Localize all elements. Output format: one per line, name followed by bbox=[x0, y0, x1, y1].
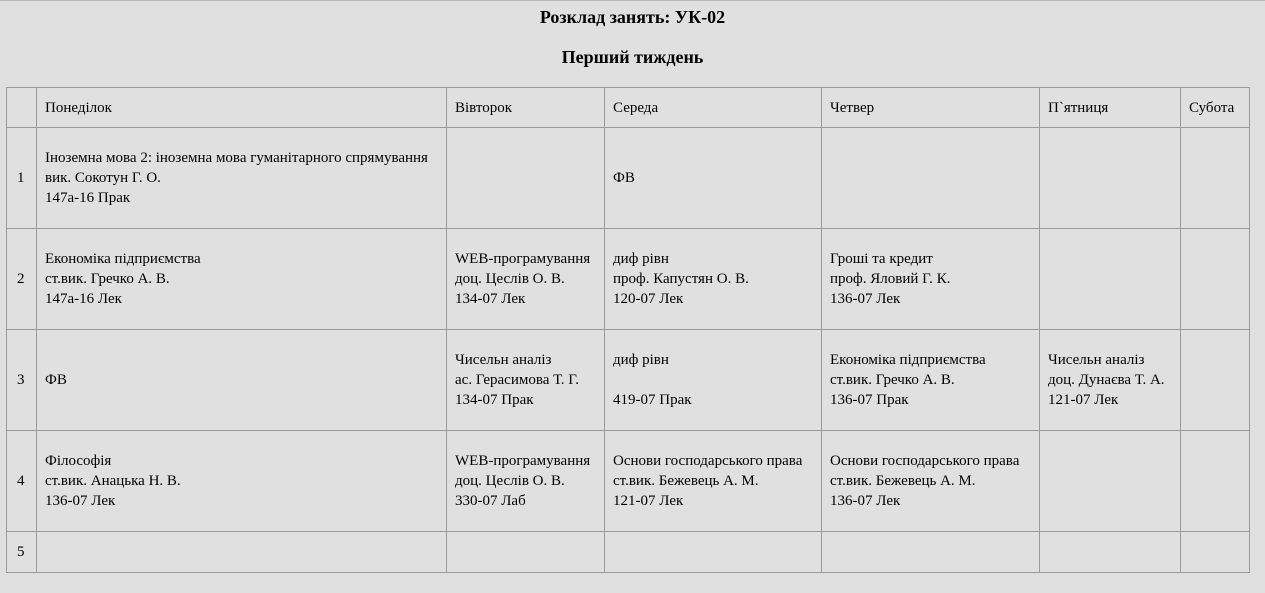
subject-name: Основи господарського права bbox=[830, 453, 1020, 469]
week-heading: Перший тиждень bbox=[561, 47, 704, 67]
subject-name: Економіка підприємства bbox=[830, 352, 986, 368]
subject-name: Чисельн аналіз bbox=[455, 352, 552, 368]
subject-name: Економіка підприємства bbox=[45, 251, 201, 267]
lesson-cell-tuesday bbox=[447, 128, 605, 229]
lesson-cell-friday bbox=[1040, 229, 1181, 330]
day-header-thursday: Четвер bbox=[822, 88, 1040, 128]
room-info: 136-07 Лек bbox=[45, 493, 116, 509]
room-info: 147а-16 Лек bbox=[45, 291, 122, 307]
day-header-wednesday: Середа bbox=[605, 88, 822, 128]
lesson-cell-monday bbox=[37, 330, 447, 431]
lesson-cell-saturday bbox=[1181, 229, 1250, 330]
subject-name: диф рівн bbox=[613, 352, 669, 368]
teacher-name: проф. Яловий Г. К. bbox=[830, 271, 951, 287]
teacher-name: доц. Цеслів О. В. bbox=[455, 271, 565, 287]
lesson-cell-thursday bbox=[822, 229, 1040, 330]
lesson-cell-tuesday bbox=[447, 431, 605, 532]
teacher-name: доц. Цеслів О. В. bbox=[455, 473, 565, 489]
lesson-cell-monday bbox=[37, 431, 447, 532]
day-header-friday: П`ятниця bbox=[1040, 88, 1181, 128]
lesson-cell-thursday bbox=[822, 532, 1040, 573]
lesson-cell-monday bbox=[37, 128, 447, 229]
lesson-number: 3 bbox=[7, 330, 37, 431]
lesson-cell-wednesday bbox=[605, 330, 822, 431]
lesson-row bbox=[7, 229, 1250, 330]
room-info: 134-07 Прак bbox=[455, 392, 534, 408]
day-header-tuesday: Вівторок bbox=[447, 88, 605, 128]
lesson-cell-monday bbox=[37, 229, 447, 330]
days-header-row bbox=[7, 88, 1250, 128]
teacher-name bbox=[613, 370, 813, 390]
lesson-cell-wednesday bbox=[605, 229, 822, 330]
lesson-number: 2 bbox=[7, 229, 37, 330]
subject-name: Чисельн аналіз bbox=[1048, 352, 1145, 368]
lesson-cell-thursday bbox=[822, 128, 1040, 229]
room-info: 134-07 Лек bbox=[455, 291, 526, 307]
lesson-cell-saturday bbox=[1181, 532, 1250, 573]
room-info: 330-07 Лаб bbox=[455, 493, 526, 509]
day-header-monday: Понеділок bbox=[37, 88, 447, 128]
room-info: 136-07 Лек bbox=[830, 493, 901, 509]
lesson-cell-friday bbox=[1040, 532, 1181, 573]
lesson-cell-friday bbox=[1040, 330, 1181, 431]
lesson-cell-wednesday bbox=[605, 431, 822, 532]
lesson-cell-wednesday bbox=[605, 128, 822, 229]
teacher-name: ст.вик. Бежевець А. М. bbox=[830, 473, 976, 489]
subject-name: диф рівн bbox=[613, 251, 669, 267]
lesson-cell-tuesday bbox=[447, 330, 605, 431]
lesson-row bbox=[7, 330, 1250, 431]
lesson-number: 4 bbox=[7, 431, 37, 532]
teacher-name: ст.вик. Гречко А. В. bbox=[45, 271, 170, 287]
lesson-cell-friday bbox=[1040, 128, 1181, 229]
teacher-name: ст.вик. Анацька Н. В. bbox=[45, 473, 181, 489]
subject-name: Основи господарського права bbox=[613, 453, 803, 469]
room-info: 121-07 Лек bbox=[1048, 392, 1119, 408]
room-info: 136-07 Лек bbox=[830, 291, 901, 307]
room-info: 136-07 Прак bbox=[830, 392, 909, 408]
subject-name: WEB-програмування bbox=[455, 453, 591, 469]
subject-name: Філософія bbox=[45, 453, 112, 469]
subject-name: ФВ bbox=[613, 170, 635, 186]
teacher-name: доц. Дунаєва Т. А. bbox=[1048, 372, 1165, 388]
teacher-name: ст.вик. Гречко А. В. bbox=[830, 372, 955, 388]
lesson-cell-thursday bbox=[822, 330, 1040, 431]
room-info: 147а-16 Прак bbox=[45, 190, 131, 206]
teacher-name: проф. Капустян О. В. bbox=[613, 271, 749, 287]
lesson-cell-saturday bbox=[1181, 128, 1250, 229]
lesson-row bbox=[7, 128, 1250, 229]
room-info: 120-07 Лек bbox=[613, 291, 684, 307]
page-title: Розклад занять: УК-02 bbox=[539, 7, 726, 27]
lesson-number: 5 bbox=[7, 532, 37, 573]
lesson-cell-friday bbox=[1040, 431, 1181, 532]
subject-name: ФВ bbox=[45, 372, 67, 388]
lesson-cell-saturday bbox=[1181, 431, 1250, 532]
lesson-cell-monday bbox=[37, 532, 447, 573]
lesson-cell-thursday bbox=[822, 431, 1040, 532]
room-info: 121-07 Лек bbox=[613, 493, 684, 509]
corner-cell bbox=[7, 88, 37, 128]
teacher-name: вик. Сокотун Г. О. bbox=[45, 170, 161, 186]
day-header-saturday: Субота bbox=[1181, 88, 1250, 128]
lesson-cell-tuesday bbox=[447, 229, 605, 330]
subject-name: WEB-програмування bbox=[455, 251, 591, 267]
room-info: 419-07 Прак bbox=[613, 392, 692, 408]
lesson-cell-tuesday bbox=[447, 532, 605, 573]
lesson-row bbox=[7, 532, 1250, 573]
lesson-cell-wednesday bbox=[605, 532, 822, 573]
teacher-name: ст.вик. Бежевець А. М. bbox=[613, 473, 759, 489]
lesson-row bbox=[7, 431, 1250, 532]
lesson-number: 1 bbox=[7, 128, 37, 229]
subject-name: Іноземна мова 2: іноземна мова гуманітарного спрямування bbox=[45, 150, 428, 166]
schedule-table bbox=[6, 87, 1250, 573]
lesson-cell-saturday bbox=[1181, 330, 1250, 431]
subject-name: Гроші та кредит bbox=[830, 251, 933, 267]
teacher-name: ас. Герасимова Т. Г. bbox=[455, 372, 580, 388]
